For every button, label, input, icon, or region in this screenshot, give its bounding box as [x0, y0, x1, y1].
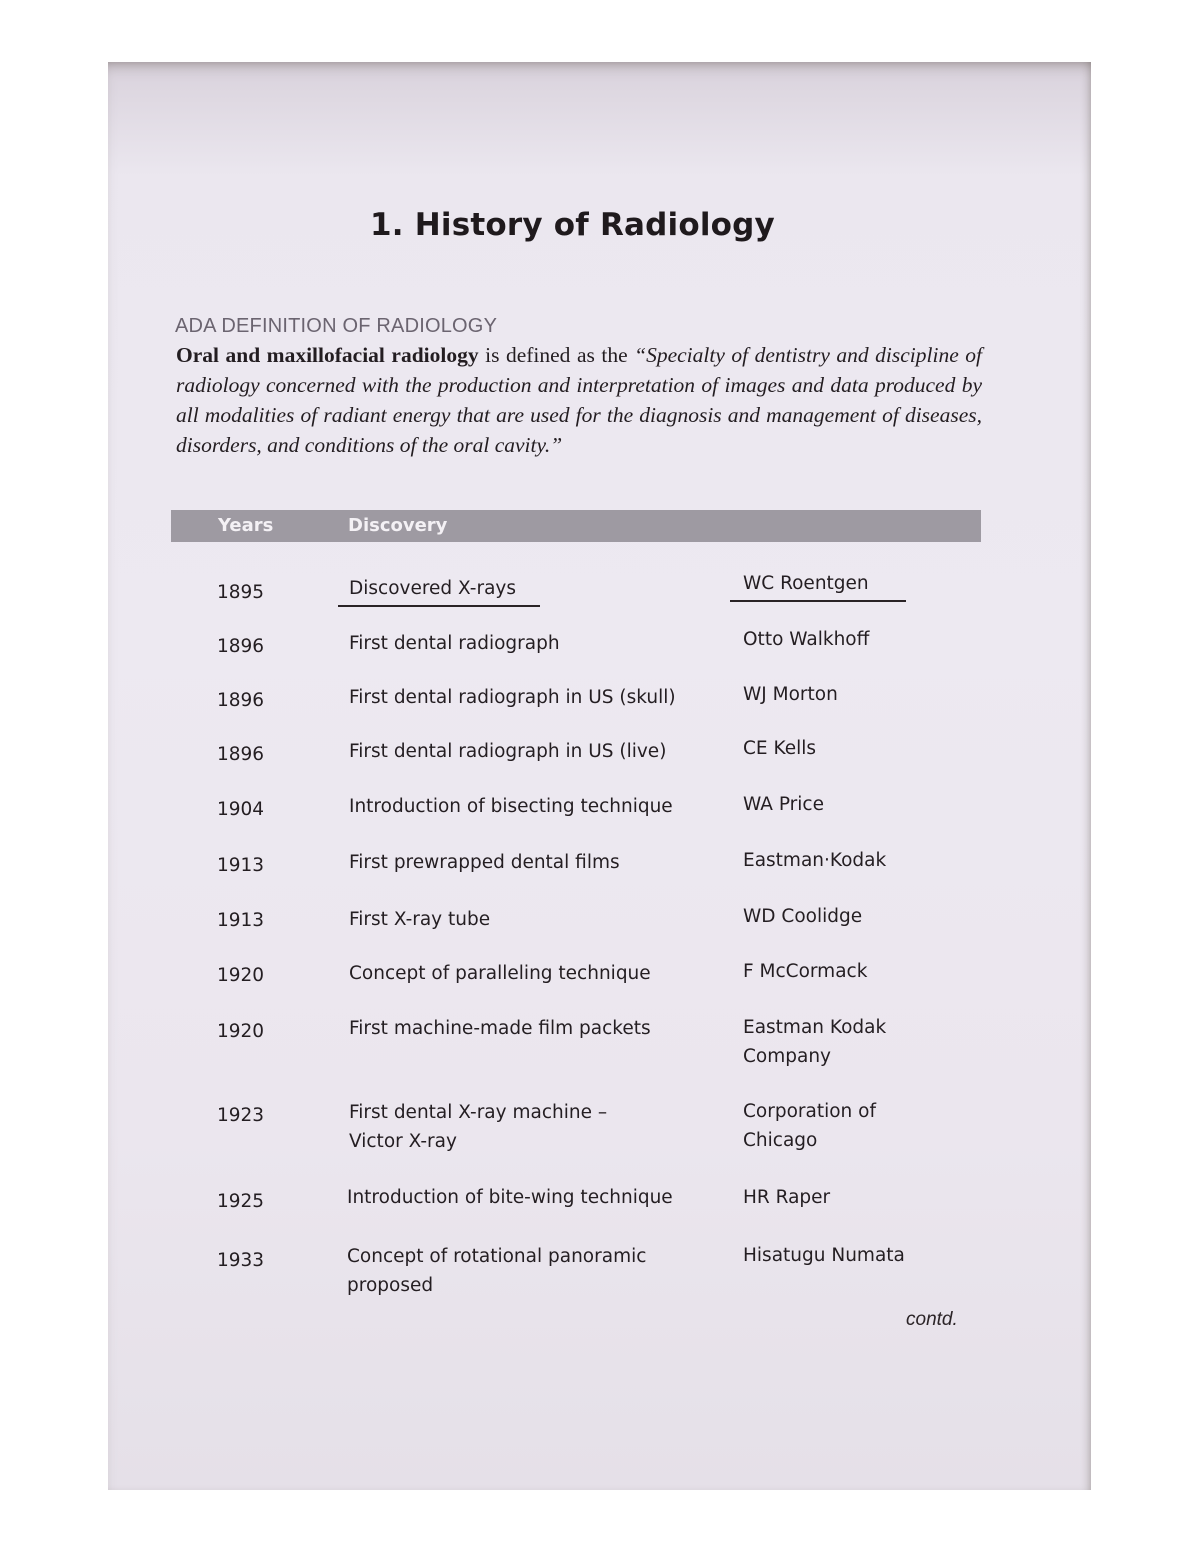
handwritten-underline [338, 605, 540, 607]
table-header [171, 510, 981, 542]
discovery-cell: First dental radiograph in US (skull) [349, 687, 676, 708]
discovery-cell: Discovered X-rays [349, 578, 517, 599]
table-row [171, 1101, 981, 1161]
table-row [171, 1017, 981, 1077]
discoverer-cell: Otto Walkhoff [743, 629, 870, 650]
discovery-cell: Introduction of bite-wing technique [347, 1187, 673, 1208]
table-row [171, 686, 981, 736]
discovery-cell: Concept of paralleling technique [349, 963, 651, 984]
discoverer-cell: WA Price [743, 794, 824, 815]
discoverer-cell: Corporation of Chicago [743, 1101, 876, 1151]
discovery-cell: First machine-made film packets [349, 1018, 651, 1039]
table-row [171, 795, 981, 845]
year-cell: 1904 [217, 799, 265, 820]
continued-note: contd. [906, 1309, 958, 1330]
definition-term: Oral and maxillofacial radiology [176, 343, 479, 367]
year-cell: 1913 [217, 910, 265, 931]
discovery-cell: Introduction of bisecting technique [349, 796, 673, 817]
table-row [171, 906, 981, 956]
discovery-cell: First X-ray tube [349, 909, 491, 930]
table-row [171, 1187, 981, 1237]
year-cell: 1933 [217, 1250, 265, 1271]
table-row [171, 573, 981, 628]
year-cell: 1896 [217, 690, 265, 711]
year-cell: 1896 [217, 744, 265, 765]
definition-quote: “Specialty of dentistry and discipline of radiology concerned with the production and interpretation of images and data produced by all modalities of radiant energy that are used for the diagnosis and management of diseases, disorders, and conditions of the oral cavity.” [176, 343, 982, 457]
page-title: 1. History of Radiology [370, 207, 775, 243]
discoverer-cell: Hisatugu Numata [743, 1245, 905, 1266]
discovery-cell: First prewrapped dental films [349, 852, 620, 873]
table-row [171, 1246, 981, 1306]
discoverer-cell: Eastman·Kodak [743, 850, 887, 871]
discoverer-cell: CE Kells [743, 738, 816, 759]
discoverer-cell: WC Roentgen [743, 573, 869, 594]
discovery-cell: Concept of rotational panoramic proposed [347, 1246, 647, 1296]
discoverer-cell: Eastman Kodak Company [743, 1017, 887, 1067]
year-cell: 1896 [217, 636, 265, 657]
discovery-cell: First dental radiograph in US (live) [349, 741, 667, 762]
year-cell: 1920 [217, 965, 265, 986]
definition-connector: is defined as the [478, 343, 635, 367]
year-cell: 1895 [217, 582, 265, 603]
discoverer-cell: HR Raper [743, 1187, 831, 1208]
discoverer-cell: F McCormack [743, 961, 868, 982]
year-cell: 1913 [217, 855, 265, 876]
discoverer-cell: WD Coolidge [743, 906, 863, 927]
handwritten-underline [730, 600, 906, 602]
discovery-cell: First dental radiograph [349, 633, 560, 654]
table-row [171, 961, 981, 1011]
year-cell: 1920 [217, 1021, 265, 1042]
discoverer-cell: WJ Morton [743, 684, 838, 705]
header-discovery: Discovery [348, 515, 448, 536]
discovery-cell: First dental X-ray machine – Victor X-ray [349, 1102, 608, 1152]
table-row [171, 851, 981, 901]
table-row [171, 629, 981, 682]
year-cell: 1923 [217, 1105, 265, 1126]
section-heading: ADA DEFINITION OF RADIOLOGY [175, 315, 498, 337]
header-years: Years [218, 515, 274, 536]
year-cell: 1925 [217, 1191, 265, 1212]
table-row [171, 740, 981, 790]
definition-paragraph [176, 340, 982, 460]
